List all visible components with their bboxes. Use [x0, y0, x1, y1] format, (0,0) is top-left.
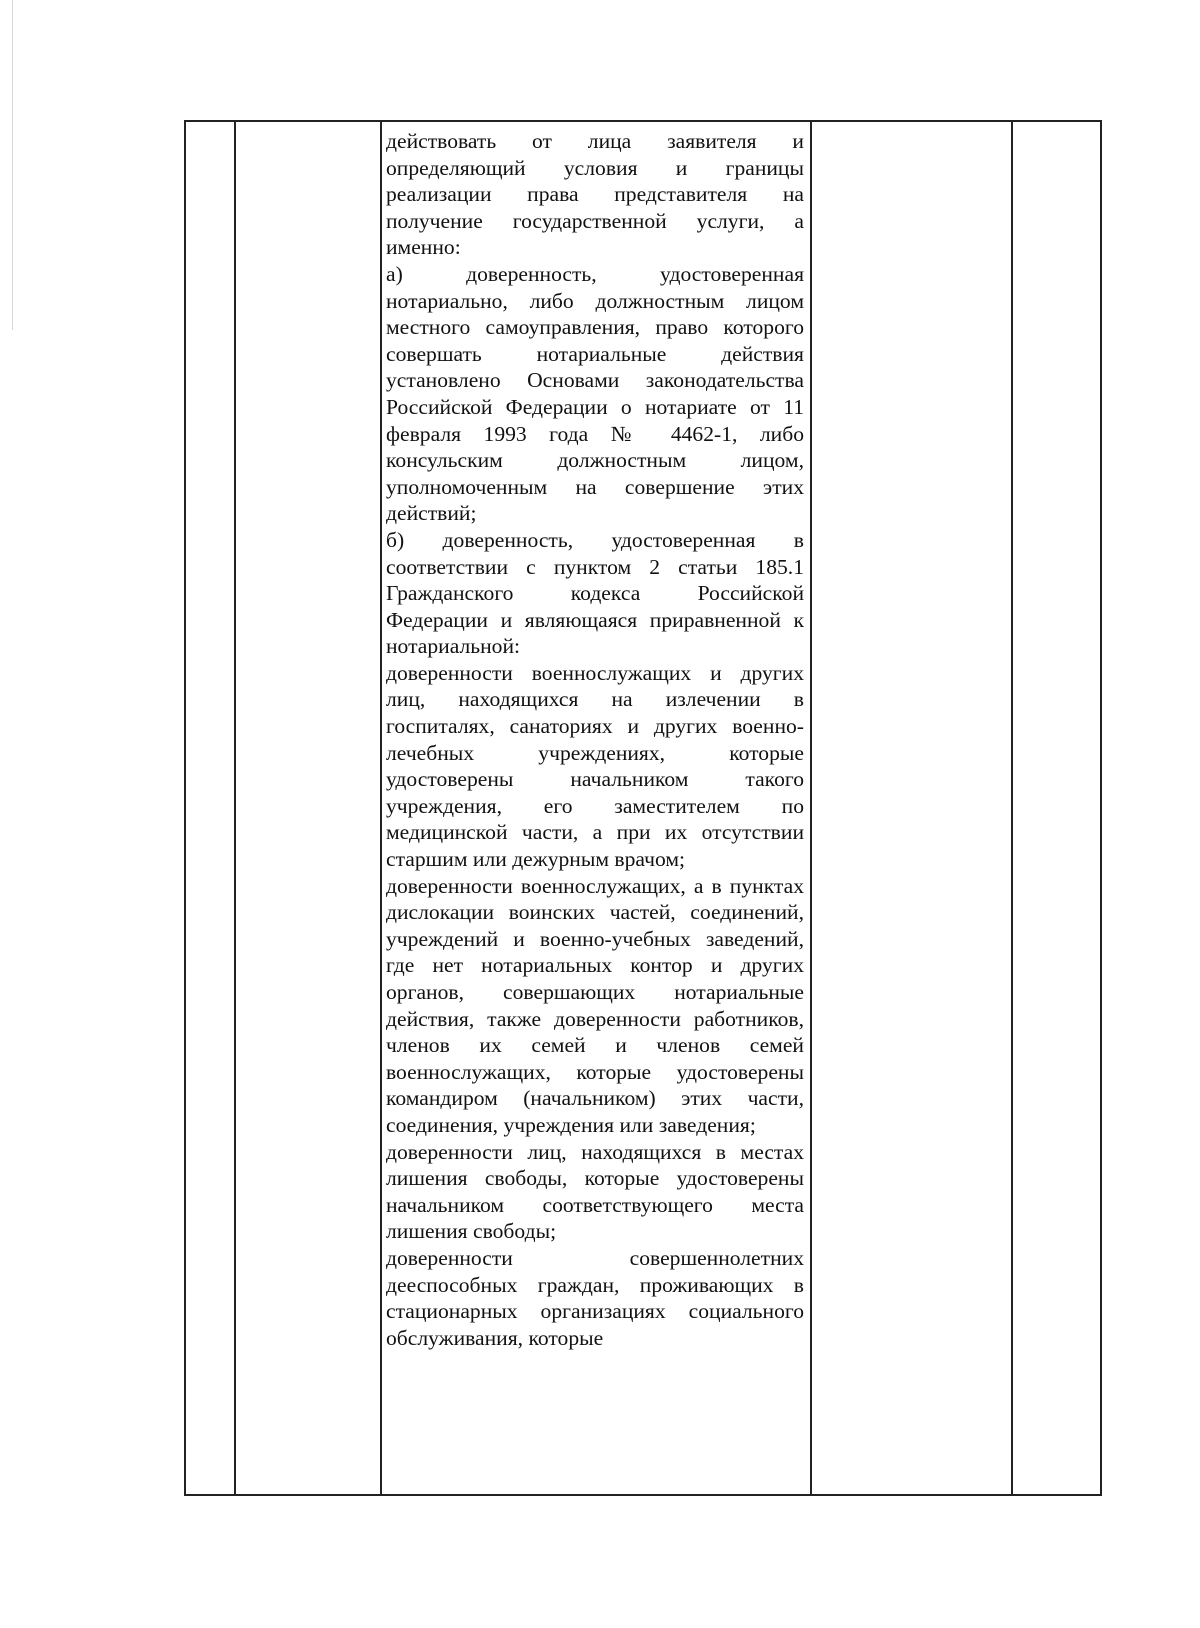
paragraph-military-hospitals: доверенности военнослужащих и других лиц, находящихся на излечении в госпиталях, санаториях и других военно-лечебных учреждениях, которые удостоверены начальником такого учреждения, его заместителем по медицинской части, а при их отсутствии старшим или дежурным врачом;: [386, 660, 804, 872]
column-divider: [234, 122, 236, 1494]
paragraph-item-a: а) доверенность, удостоверенная нотариально, либо должностным лицом местного самоуправления, право которого совершать нотариальные действия установлено Основами законодательства Российской Федерации о нотариате от 11 февраля 1993 года № 4462-1, либо консульским должностным лицом, уполномоченным на совершение этих действий;: [386, 261, 804, 526]
paragraph-military-units: доверенности военнослужащих, а в пунктах дислокации воинских частей, соединений, учреждений и военно-учебных заведений, где нет нотариальных контор и других органов, совершающих нотариальные действия, также доверенности работников, членов их семей и членов семей военнослужащих, которые удостоверены командиром (начальником) этих части, соединения, учреждения или заведения;: [386, 873, 804, 1137]
column-divider: [810, 122, 812, 1494]
document-table: [184, 120, 1102, 1496]
document-text-cell: [386, 128, 804, 1351]
paragraph-item-b: б) доверенность, удостоверенная в соответствии с пунктом 2 статьи 185.1 Гражданского кодекса Российской Федерации и являющаяся приравненной к нотариальной:: [386, 527, 804, 659]
column-divider: [380, 122, 382, 1494]
column-divider: [1011, 122, 1013, 1494]
paragraph-places-of-detention: доверенности лиц, находящихся в местах лишения свободы, которые удостоверены начальником соответствующего места лишения свободы;: [386, 1139, 804, 1244]
scan-margin-mark: [12, 0, 13, 330]
paragraph-social-service: доверенности совершеннолетних дееспособных граждан, проживающих в стационарных организациях социального обслуживания, которые: [386, 1245, 804, 1350]
paragraph-intro: действовать от лица заявителя и определяющий условия и границы реализации права представителя на получение государственной услуги, а именно:: [386, 129, 804, 260]
